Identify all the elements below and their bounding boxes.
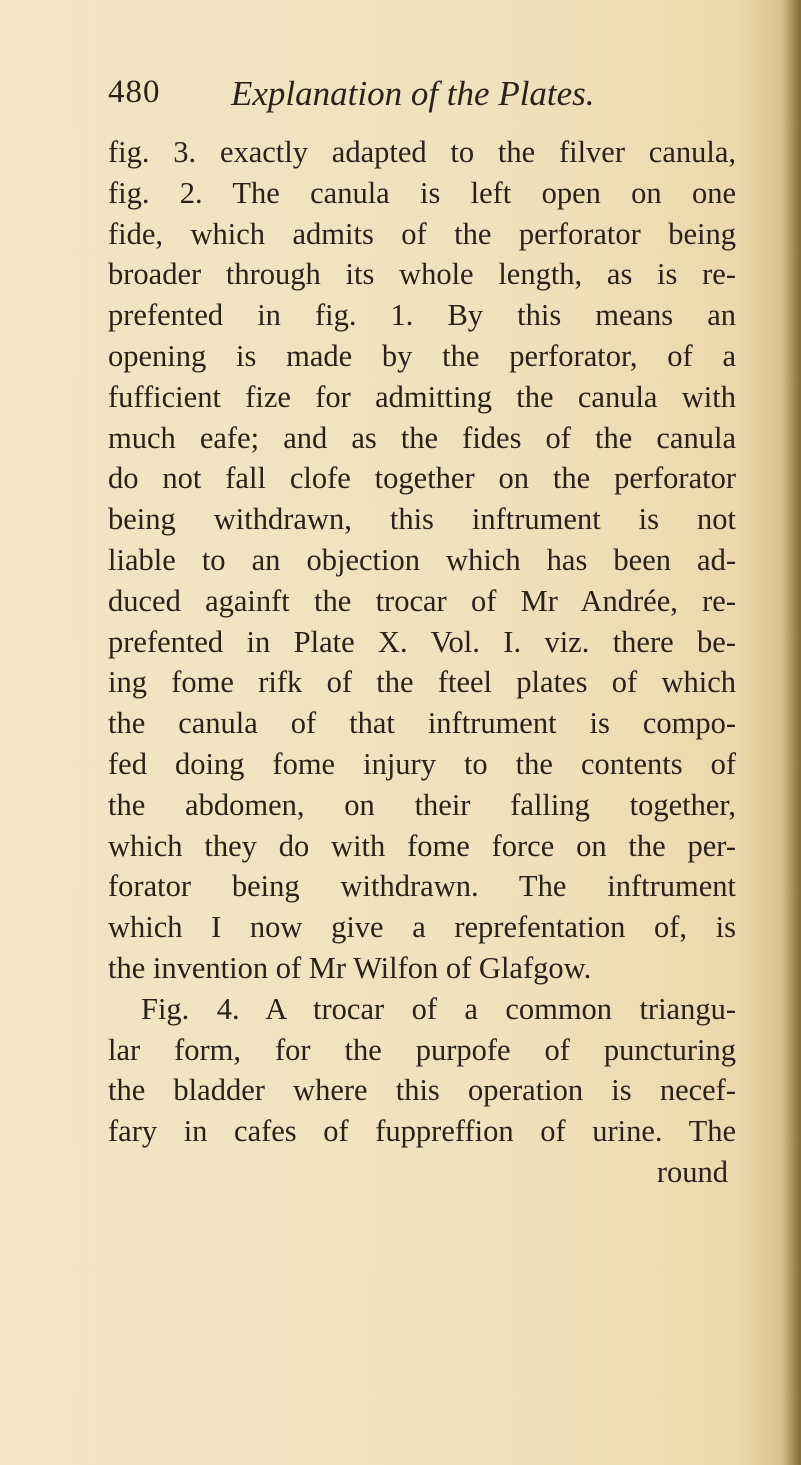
text-line: which they do with fome force on the per- bbox=[108, 828, 736, 863]
text-line: fary in cafes of fuppreffion of urine. The bbox=[108, 1114, 736, 1149]
text-line: fig. 2. The canula is left open on one bbox=[108, 175, 736, 210]
text-line: fufficient fize for admitting the canula with bbox=[108, 379, 736, 414]
text-line: fide, which admits of the perforator being bbox=[108, 216, 736, 251]
page-header bbox=[108, 74, 748, 122]
text-line: ing fome rifk of the fteel plates of which bbox=[108, 665, 736, 700]
text-line: the invention of Mr Wilfon of Glafgow. bbox=[108, 950, 592, 985]
text-line: broader through its whole length, as is re- bbox=[108, 257, 736, 292]
text-line: prefented in Plate X. Vol. I. viz. there be- bbox=[108, 624, 736, 659]
text-line: lar form, for the purpofe of puncturing bbox=[108, 1032, 736, 1067]
catchword: round bbox=[656, 1154, 728, 1189]
text-line: fig. 3. exactly adapted to the filver canula, bbox=[108, 135, 736, 169]
text-line: the canula of that inftrument is compo- bbox=[108, 706, 736, 741]
text-line: forator being withdrawn. The inftrument bbox=[108, 869, 736, 904]
text-line: liable to an objection which has been ad- bbox=[108, 542, 736, 577]
text-line: opening is made by the perforator, of a bbox=[108, 338, 736, 373]
text-line: Fig. 4. A trocar of a common triangu- bbox=[141, 991, 736, 1026]
text-line: the bladder where this operation is necef- bbox=[108, 1073, 736, 1108]
text-line: fed doing fome injury to the contents of bbox=[108, 746, 736, 781]
body-text bbox=[108, 132, 736, 1193]
text-line: do not fall clofe together on the perforator bbox=[108, 461, 736, 496]
text-line: the abdomen, on their falling together, bbox=[108, 787, 736, 822]
text-line: being withdrawn, this inftrument is not bbox=[108, 502, 736, 537]
text-line: prefented in fig. 1. By this means an bbox=[108, 298, 736, 333]
text-line: duced againft the trocar of Mr Andrée, re- bbox=[108, 583, 736, 618]
page-edge-shadow bbox=[781, 0, 801, 1465]
text-line: which I now give a reprefentation of, is bbox=[108, 910, 736, 945]
running-title: Explanation of the Plates. bbox=[231, 74, 595, 113]
text-line: much eafe; and as the fides of the canula bbox=[108, 420, 736, 455]
page-number: 480 bbox=[108, 74, 161, 110]
